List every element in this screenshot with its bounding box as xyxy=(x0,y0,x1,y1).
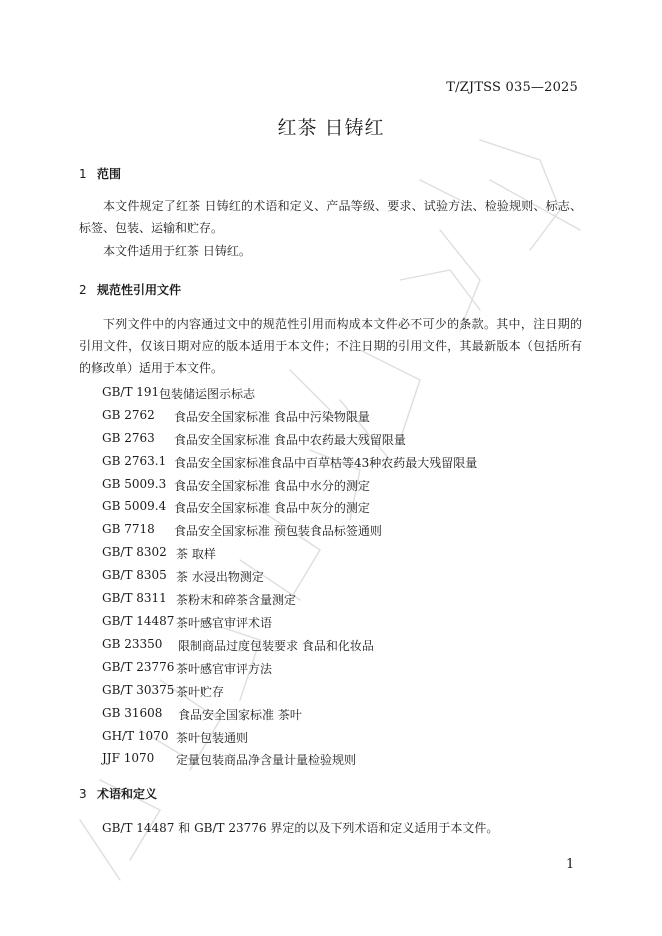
section-heading-scope xyxy=(79,165,121,182)
reference-code: GB/T 8302 xyxy=(102,545,167,559)
section-title: 范围 xyxy=(97,167,122,181)
reference-code: GB/T 30375 xyxy=(102,683,175,697)
reference-title: 茶叶感官审评方法 xyxy=(176,662,273,676)
scope-paragraph: 本文件规定了红茶 日铸红的术语和定义、产品等级、要求、试验方法、检验规则、标志、标签、包装、运输和贮存。 xyxy=(79,199,582,235)
reference-title: 茶叶包装通则 xyxy=(176,731,249,745)
reference-title: 食品安全国家标准 茶叶 xyxy=(178,708,302,722)
reference-title: 茶 水浸出物测定 xyxy=(176,570,264,584)
document-code: T/ZJTSS 035—2025 xyxy=(446,80,578,95)
reference-code: GB 2763 xyxy=(102,431,155,445)
reference-title: 食品安全国家标准 食品中农药最大残留限量 xyxy=(174,433,406,447)
reference-code: GB/T 23776 xyxy=(102,660,175,674)
reference-code: GB 5009.3 xyxy=(102,477,167,491)
reference-code: GB/T 8305 xyxy=(102,568,167,582)
reference-code: JJF 1070 xyxy=(102,751,155,765)
page-number: 1 xyxy=(566,857,575,872)
reference-title: 定量包装商品净含量计量检验规则 xyxy=(176,753,357,767)
reference-code: GB/T 191 xyxy=(102,385,160,399)
scope-applicability: 本文件适用于红茶 日铸红。 xyxy=(103,244,251,258)
section-heading-references xyxy=(79,281,181,298)
section-number: 1 xyxy=(79,167,87,181)
references-intro: 下列文件中的内容通过文中的规范性引用而构成本文件必不可少的条款。其中，注日期的引用文件，仅该日期对应的版本适用于本文件；不注日期的引用文件，其最新版本（包括所有的修改单）适用于本文件。 xyxy=(79,317,582,375)
reference-code: GB/T 8311 xyxy=(102,591,167,605)
reference-title: 食品安全国家标准 食品中污染物限量 xyxy=(174,410,370,424)
document-title: 红茶 日铸红 xyxy=(277,117,385,139)
reference-title: 茶叶贮存 xyxy=(176,685,225,699)
reference-title: 食品安全国家标准 食品中水分的测定 xyxy=(174,479,370,493)
reference-title: 食品安全国家标准 食品中灰分的测定 xyxy=(174,501,370,515)
reference-code: GB 2763.1 xyxy=(102,454,167,468)
section-heading-terms xyxy=(79,785,157,802)
reference-code: GB 5009.4 xyxy=(102,499,167,513)
reference-title: 包装储运图示标志 xyxy=(159,387,256,401)
reference-code: GB 2762 xyxy=(102,408,155,422)
section-title: 规范性引用文件 xyxy=(97,283,182,297)
section-title: 术语和定义 xyxy=(97,787,158,801)
reference-code: GB/T 14487 xyxy=(102,614,175,628)
reference-code: GB 7718 xyxy=(102,522,155,536)
reference-code: GB 31608 xyxy=(102,706,163,720)
reference-code: GB 23350 xyxy=(102,637,163,651)
section-number: 2 xyxy=(79,283,87,297)
reference-title: 茶叶感官审评术语 xyxy=(176,616,273,630)
reference-code: GH/T 1070 xyxy=(102,729,169,743)
section-number: 3 xyxy=(79,787,87,801)
reference-title: 食品安全国家标准 预包装食品标签通则 xyxy=(174,524,382,538)
reference-title: 食品安全国家标准食品中百草枯等43种农药最大残留限量 xyxy=(174,456,478,470)
terms-paragraph: GB/T 14487 和 GB/T 23776 界定的以及下列术语和定义适用于本文件。 xyxy=(102,821,499,835)
reference-title: 限制商品过度包装要求 食品和化妆品 xyxy=(178,639,374,653)
reference-title: 茶 取样 xyxy=(176,547,216,561)
reference-title: 茶粉末和碎茶含量测定 xyxy=(176,593,297,607)
